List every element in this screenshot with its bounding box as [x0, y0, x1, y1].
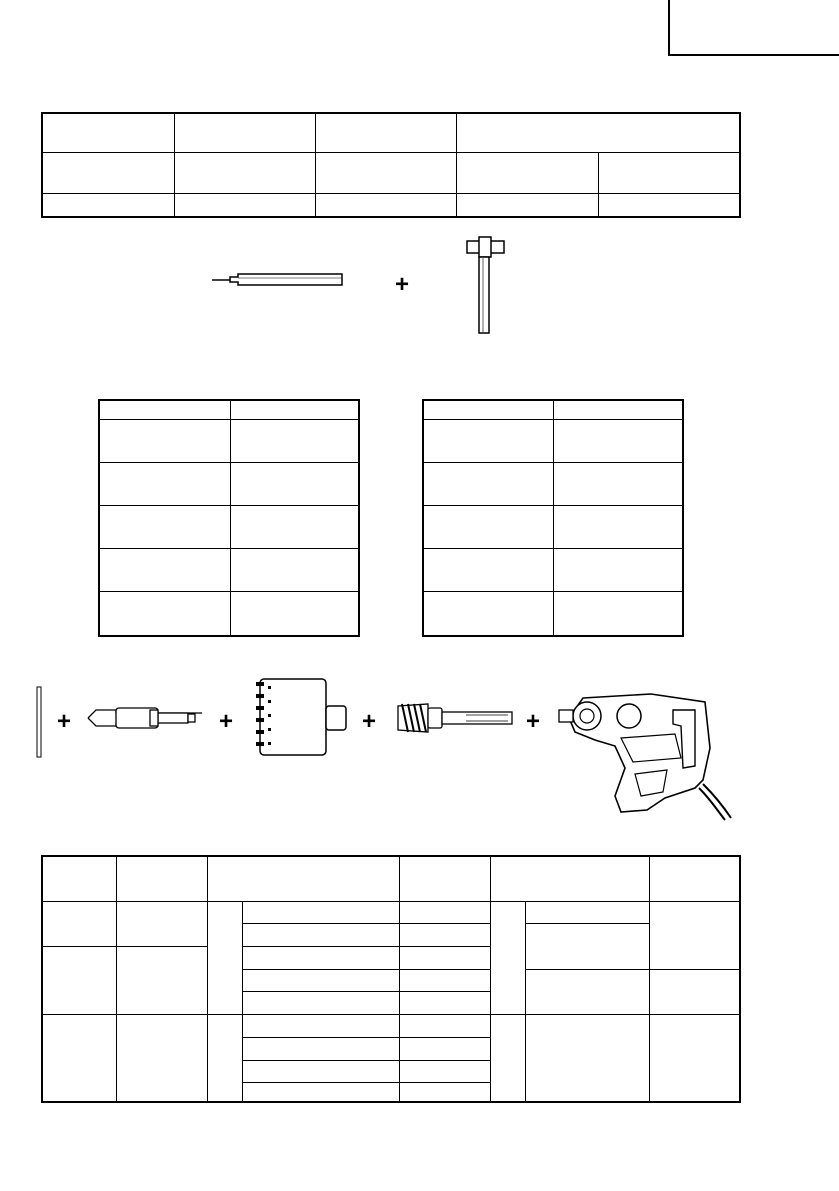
mid-right-cell — [553, 400, 683, 419]
mid-left-cell — [99, 548, 230, 591]
corner-tab — [668, 0, 839, 56]
mid-left-cell — [230, 591, 359, 636]
top-table-cell — [598, 152, 740, 193]
top-table-cell — [315, 152, 456, 193]
mid-right-cell — [423, 505, 553, 548]
mid-right-cell — [423, 591, 553, 636]
bottom-table-cell — [207, 856, 399, 901]
center-pin-icon — [36, 686, 44, 758]
top-table-cell — [174, 113, 315, 152]
mid-right-cell — [553, 548, 683, 591]
top-table-cell — [456, 113, 740, 152]
top-table-cell — [174, 193, 315, 217]
bottom-table-cell — [242, 1037, 399, 1060]
top-table-cell — [598, 193, 740, 217]
top-table-header-row — [42, 113, 740, 152]
bottom-table-cell — [399, 1037, 490, 1060]
top-table-cell — [42, 152, 174, 193]
bottom-table-cell — [525, 923, 649, 969]
mid-right-cell — [423, 462, 553, 505]
bottom-table-cell — [649, 901, 740, 969]
mid-right-cell — [423, 419, 553, 462]
mid-left-cell — [230, 548, 359, 591]
mid-left-cell — [230, 419, 359, 462]
bottom-table-cell — [207, 901, 242, 1014]
hammer-icon — [464, 236, 508, 336]
top-table-cell — [315, 113, 456, 152]
plus-sign: + — [219, 708, 234, 735]
bottom-table-cell — [242, 946, 399, 969]
bottom-table-cell — [399, 1014, 490, 1037]
mid-right-cell — [423, 400, 553, 419]
bottom-table-cell — [242, 1014, 399, 1037]
mid-left-cell — [230, 462, 359, 505]
bottom-table-cell — [649, 1014, 740, 1102]
bottom-table-cell — [490, 901, 525, 1014]
bottom-table-cell — [242, 901, 399, 923]
bottom-table-cell — [242, 1082, 399, 1102]
top-table-data-row — [42, 193, 740, 217]
center-pin-rod-icon — [86, 706, 198, 730]
mid-table-left — [98, 399, 360, 637]
bull-point-icon — [210, 270, 345, 290]
top-table-cell — [456, 152, 598, 193]
top-table-cell — [174, 152, 315, 193]
bottom-table-cell — [42, 1014, 116, 1102]
bottom-table-cell — [525, 1014, 649, 1102]
mid-left-cell — [99, 400, 230, 419]
mid-left-cell — [99, 419, 230, 462]
bottom-table-cell — [42, 946, 116, 1014]
bottom-table-cell — [399, 856, 490, 901]
bottom-table-cell — [399, 1060, 490, 1082]
plus-sign: + — [57, 708, 72, 735]
top-table-subheader-row — [42, 152, 740, 193]
bottom-table-cell — [116, 856, 207, 901]
mid-right-cell — [553, 591, 683, 636]
bottom-table-cell — [242, 1060, 399, 1082]
plus-sign: + — [526, 708, 541, 735]
mid-left-cell — [230, 505, 359, 548]
bottom-table-cell — [525, 901, 649, 923]
shank-adapter-icon — [396, 700, 520, 736]
bottom-table-cell — [116, 946, 207, 1014]
top-table-cell — [315, 193, 456, 217]
mid-left-cell — [99, 505, 230, 548]
bottom-table-cell — [649, 856, 740, 901]
mid-right-cell — [553, 462, 683, 505]
mid-right-cell — [553, 419, 683, 462]
bottom-table-cell — [399, 969, 490, 991]
bottom-table-cell — [399, 946, 490, 969]
bottom-table — [41, 855, 741, 1103]
bottom-table-cell — [399, 923, 490, 946]
mid-left-cell — [99, 591, 230, 636]
plus-sign: + — [362, 708, 377, 735]
mid-table-right — [422, 399, 684, 637]
bottom-table-cell — [242, 991, 399, 1014]
top-table-cell — [42, 193, 174, 217]
bottom-table-cell — [116, 1014, 207, 1102]
bottom-table-cell — [490, 1014, 525, 1102]
bottom-table-cell — [399, 901, 490, 923]
bottom-table-cell — [490, 856, 649, 901]
bottom-table-cell — [399, 1082, 490, 1102]
bottom-table-cell — [242, 923, 399, 946]
bottom-table-cell — [42, 901, 116, 946]
bottom-table-cell — [649, 969, 740, 1014]
plus-sign: + — [395, 271, 410, 298]
rotary-hammer-icon — [555, 688, 733, 820]
top-table — [41, 112, 741, 218]
bottom-table-cell — [42, 856, 116, 901]
bottom-table-cell — [242, 969, 399, 991]
mid-left-cell — [99, 462, 230, 505]
mid-right-cell — [423, 548, 553, 591]
core-bit-icon — [252, 676, 352, 758]
bottom-table-cell — [116, 901, 207, 946]
bottom-table-cell — [399, 991, 490, 1014]
mid-right-cell — [553, 505, 683, 548]
bottom-table-cell — [525, 969, 649, 1014]
bottom-table-cell — [207, 1014, 242, 1102]
mid-left-cell — [230, 400, 359, 419]
top-table-cell — [42, 113, 174, 152]
top-table-cell — [456, 193, 598, 217]
